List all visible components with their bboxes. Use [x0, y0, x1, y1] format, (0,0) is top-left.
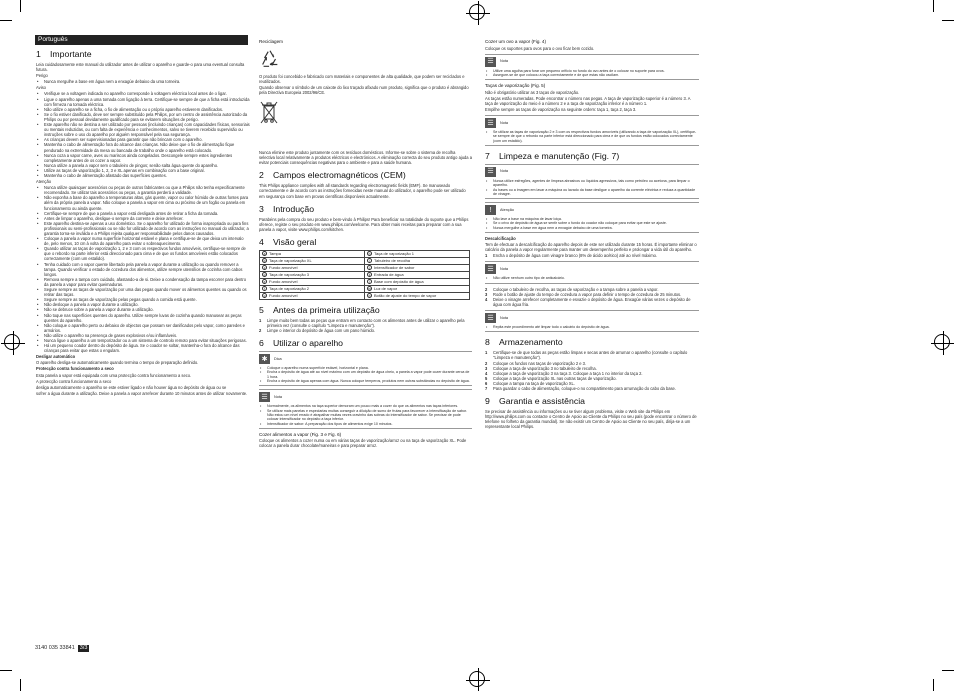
table-row [260, 271, 470, 278]
list-item: 5 Coloque a taça de vaporização XL nas outras taças de vaporização. [485, 375, 617, 381]
table-row [260, 250, 470, 257]
part-letter: b [263, 259, 266, 264]
list-item: • Antes de limpar o aparelho, desligue-o sempre da corrente e deixe arrefecer. [36, 216, 250, 221]
part-letter: l [367, 279, 372, 284]
cozer-heading: Cozer alimentos a vapor (Fig. 3 e Fig. 6) [259, 431, 342, 437]
nota-box [259, 389, 472, 428]
table-cell: a Tampa [260, 250, 365, 257]
crop-mark [942, 670, 954, 671]
table-cell: l Base com depósito de água [365, 278, 470, 285]
note-icon: ☰ [485, 313, 496, 323]
text-line: sofrer a água durante a utilização. Deixe a panela a vapor arrefecer durante 10 minutos antes de utilizar novamente. [36, 390, 248, 396]
section-6-heading: 6 Utilizar o aparelho [259, 338, 344, 349]
table-cell: g Fundo amovível [260, 292, 365, 299]
section-4-heading: 4 Visão geral [259, 236, 317, 247]
nota-label: Nota [500, 315, 509, 320]
table-cell: k Entrada de água [365, 271, 470, 278]
list-item: 4 Coloque a taça de vaporização 3 na taça 3. Coloque a taça 1 no interior da taça 2. [485, 370, 643, 376]
list-item: • Certifique-se sempre de que a panela a vapor está desligada antes de retirar a ficha da tomada. [36, 211, 250, 216]
part-letter: k [368, 273, 371, 278]
list-item: • Não desloque a panela a vapor durante a utilização. [36, 302, 250, 307]
list-item: • Coloque a panela a vapor numa superfície horizontal estável e plana e certifique-se de que deixa um intervalo de, pelo menos, 10 cm à volta do aparelho para evitar o sobreaquecimento. [36, 236, 250, 246]
part-letter: j [367, 265, 372, 270]
list-item: 6 Coloque a tampa na taça de vaporização XL. [485, 380, 575, 386]
table-cell: m Luz de vapor [365, 285, 470, 292]
text-line: As taças estão numeradas. Pode encontrar o número nas pegas. A taça de vaporização superior é a número 3. A taça de vaporização do meio é a número 2 e a taça de vaporização inferior é a número 1. [485, 95, 691, 106]
text-line: Não é obrigatório utilizar as 3 taças de vaporização. [485, 89, 580, 95]
note-icon: ☰ [259, 392, 270, 402]
ovo-nota-box [485, 54, 699, 81]
table-cell: j Intensificador de sabor [365, 264, 470, 271]
registration-mark [934, 334, 950, 350]
section-2-text: This Philips appliance complies with all standards regarding electromagnetic fields (EMF). Se manuseado correctamente e de acordo com as instruções fornecidas neste manual do utilizador, o aparelho pode ser utilizado em segurança com base em provas científicas disponíveis actualmente. [259, 183, 466, 199]
table-cell: c Fundo amovível [260, 264, 365, 271]
crossed-bin-icon [259, 100, 279, 124]
note-icon: ☰ [485, 118, 496, 128]
note-icon: ☰ [485, 264, 496, 274]
part-letter: d [263, 273, 266, 278]
atencao-list [36, 185, 250, 353]
part-letter: h [368, 252, 371, 257]
table-cell: b Taça de vaporização XL [260, 257, 365, 264]
list-item: • Não coloque o aparelho perto ou debaixo de objectos que possam ser danificados pelo vapor, como paredes e armários. [36, 323, 250, 333]
s7-nota3-box [485, 310, 699, 332]
list-item: • Mantenha o cabo de alimentação afastado das superfícies quentes. [36, 173, 250, 178]
crop-mark [933, 0, 934, 12]
descalc-steps [485, 287, 699, 307]
footer [35, 645, 89, 652]
document-code: 3140 035 33841 [35, 645, 75, 651]
perigo-list [36, 79, 250, 84]
atencao-label: Atenção [500, 207, 514, 212]
column-2 [259, 36, 472, 450]
section-7-heading: 7 Limpeza e manutenção (Fig. 7) [485, 150, 620, 161]
section-5-heading: 5 Antes da primeira utilização [259, 304, 380, 315]
descalcificacao-text: Tem de efectuar a descalcificação do aparelho depois de este ser utilizado durante 15 horas. É importante eliminar o calcário da panela a vapor regularmente para manter um desempenho perfeito e prolongar a vida útil do aparelho. [485, 242, 697, 253]
page-number: 3/3 [79, 645, 88, 651]
list-item: • Repita este procedimento até limpar todo o calcário do depósito de água. [485, 325, 699, 329]
s7-nota-box [485, 164, 699, 199]
column-1 [36, 44, 250, 397]
list-item: • Intensificador de sabor: A preparação dos tipos de alimentos exige 10 minutos. [259, 422, 472, 426]
table-cell: h Taça de vaporização 1 [365, 250, 470, 257]
list-item: • Não utilize nenhum outro tipo de anticalcário. [485, 276, 699, 280]
list-item: • Nunca utilize a panela a vapor sem o tabuleiro de pingos; senão salta água quente do aparelho. [36, 163, 250, 168]
note-icon: ☰ [485, 167, 496, 177]
list-item: • Encha o depósito de água apenas com água. Nunca coloque temperos, produtos nem outras substâncias no depósito de água. [259, 379, 472, 383]
list-item: • Não exponha a base do aparelho a temperaturas altas, gás quente, vapor ou calor húmido de outras fontes para além da própria panela a vapor. Não coloque a panela a vapor em cima ou próximo de um fogão ou panela em funcionamento ou ainda quente. [36, 195, 250, 210]
list-item: • Mantenha o cabo de alimentação fora do alcance das crianças. Não deixe que o fio de alimentação fique pendurado na extremidade da mesa ou bancada de trabalho onde o aparelho está colocado. [36, 142, 250, 152]
reciclagem-p1: O produto foi concebido e fabricado com materiais e componentes de alta qualidade, que podem ser reciclados e reutilizados. [259, 73, 465, 84]
list-item: • Não se debruce sobre a panela a vapor durante a utilização. [36, 307, 250, 312]
registration-mark [4, 334, 20, 350]
list-item: • Tenha cuidado com o vapor quente libertado pela panela a vapor durante a utilização ou quando remover a tampa. Quando verificar o estado de cozedura dos alimentos, utilize sempre utensílios de cozinha com cabos longos. [36, 262, 250, 277]
section-2-heading: 2 Campos electromagnéticos (CEM) [259, 170, 406, 181]
list-item: • Nunca utilize esfregões, agentes de limpeza abrasivos ou líquidos agressivos, tais como petróleo ou acetona, para limpar o aparelho. [485, 179, 699, 188]
overview-table [259, 250, 470, 300]
list-item: • Não utilize o aparelho se a ficha, o fio de alimentação ou o próprio aparelho estiverem danificados. [36, 107, 250, 112]
list-item: • Nunca coza a vapor carne, aves ou mariscos ainda congelados. Descongele sempre estes ingredientes completamente antes de os cozer a vapor. [36, 153, 250, 163]
part-letter: g [263, 294, 266, 299]
tacas-nota-box [485, 115, 699, 146]
note-icon: ☰ [485, 57, 496, 67]
section-5-steps [259, 318, 472, 333]
list-item: • Encha o depósito de água até ao nível máximo com um depósito de água cheio, a panela a vapor pode cozer durante cerca de 1 hora. [259, 370, 472, 379]
list-item: • As bases ou a imagem em lavar a máquina ou lavado da base desligue o aparelho da corrente eléctrica e reduza a quantidade de vinagre. [485, 188, 699, 197]
crop-mark [0, 670, 12, 671]
list-item: • Normalmente, os alimentos na taça superior demoram um pouco mais a cozer do que os alimentos nas taças inferiores. [259, 404, 472, 408]
proteccao-heading: Protecção contra funcionamento a seco [36, 366, 114, 372]
tacas-heading: Taças de vaporização (Fig. 5) [485, 83, 546, 89]
intro-text: Leia cuidadosamente este manual do utilizador antes de utilizar o aparelho e guarde-o para uma eventual consulta futura. [36, 62, 245, 73]
crop-mark [933, 679, 934, 691]
crop-mark [942, 20, 954, 21]
section-1-heading: 1 Importante [36, 49, 92, 59]
list-item: 2 Coloque os fundos nas taças de vaporização 2 e 3. [485, 360, 587, 366]
list-item: • Assegure-se de que colocou a taça correctamente e de que estas não oscilam. [485, 73, 699, 77]
aviso-heading: Aviso [36, 85, 46, 91]
table-row [260, 264, 470, 271]
reciclagem-heading: Reciclagem [259, 39, 283, 44]
reciclagem-p2: Quando observar o símbolo de um caixote do lixo traçado afixado num produto, significa que o produto é abrangido pela Directiva Europeia 2002/96/CE. [259, 84, 469, 95]
nota-label: Nota [500, 59, 509, 64]
list-item: 2 Coloque o tabuleiro de recolha, as taças de vaporização e a tampa sobre a panela a vapor. [485, 286, 659, 292]
list-item: • Segure sempre as taças de vaporização pelas pegas quando a comida está quente. [36, 297, 250, 302]
list-item: • Verifique se a voltagem indicada no aparelho corresponde à voltagem eléctrica local antes de o ligar. [36, 91, 250, 96]
part-letter: f [262, 286, 267, 291]
part-letter: n [368, 294, 371, 299]
warning-icon: ! [485, 205, 496, 215]
list-item: 7 Para guardar o cabo de alimentação, coloque-o no compartimento para arrumação do cabo da base. [485, 386, 676, 392]
section-8-heading: 8 Armazenamento [485, 337, 563, 348]
list-item: • Este aparelho não se destina a ser utilizado por pessoas (incluindo crianças) com capacidades físicas, sensoriais ou mentais reduzidas, ou com falta de experiência e conhecimentos, salvo se tiverem recebido supervisão ou instruções sobre o uso do aparelho por alguém responsável pela sua segurança. [36, 122, 250, 137]
table-row [260, 292, 470, 299]
list-item: 1 Limpe muito bem todas as peças que entram em contacto com os alimentos antes de utilizar o aparelho pela primeira vez (consulte o capítulo "Limpeza e manutenção"). [259, 317, 465, 328]
list-item: • Utilize uma agulha para furar um pequeno orifício no fundo do ovo antes de o colocar no suporte para ovos. [485, 69, 699, 73]
list-item: • As crianças devem ser supervisionadas para garantir que não brincam com o aparelho. [36, 137, 250, 142]
table-cell: n Botão de ajuste do tempo de vapor [365, 292, 470, 299]
dica-box [259, 351, 472, 386]
nota-label: Nota [500, 169, 509, 174]
section-9-heading: 9 Garantia e assistência [485, 396, 585, 407]
descalcificacao-heading: Descalcificação [485, 236, 516, 242]
text-line: A protecção contra funcionamento a seco [36, 378, 112, 384]
list-item: 3 Rode o botão de ajuste do tempo de cozedura a vapor para definir o tempo de cozedura de 25 minutos. [485, 291, 682, 297]
part-letter: e [263, 280, 266, 285]
ovo-text: Coloque os suportes para ovos para o ovo ficar bem cozido. [485, 45, 595, 51]
recycle-icon [259, 48, 281, 70]
list-item: • Nunca utilize quaisquer acessórios ou peças de outros fabricantes ou que a Philips não tenha especificamente recomendado. Se utilizar tais acessórios ou peças, a garantia perderá a validade. [36, 185, 250, 195]
perigo-heading: Perigo [36, 73, 48, 79]
aviso-list [36, 91, 250, 178]
part-letter: a [263, 252, 266, 257]
list-item: • Nunca ligue o aparelho a um temporizador ou a um sistema de controlo remoto para evitar situações perigosas. [36, 338, 250, 343]
cozer-text: Coloque os alimentos a cozer numa ou em várias taças de vaporização/arroz ou na taça de vaporização XL. Pode colocar a panela durar chocolate/maneiras e para preparar arroz. [259, 438, 467, 449]
text-line: Empilhe sempre as taças de vaporização na seguinte ordem: taça 1, taça 2, taça 3. [485, 106, 637, 112]
table-row [260, 285, 470, 292]
crop-mark [20, 0, 21, 12]
reciclagem-p3: Nunca elimine este produto juntamente com os resíduos domésticos. Informe-se sobre o sistema de recolha selectiva local relativamente a produtos eléctricos e electrónicos. A eliminação correcta do seu produto antigo ajuda a evitar potenciais consequências negativas para o ambiente e para a saúde humana. [259, 150, 472, 166]
table-cell: i Tabuleiro de recolha [365, 257, 470, 264]
tacas-text [485, 90, 699, 112]
tip-icon: ✱ [259, 354, 270, 364]
list-item: • Ligue o aparelho apenas a uma tomada com ligação à terra. Certifique-se sempre de que a ficha está introduzida com firmeza na tomada eléctrica. [36, 97, 250, 107]
section-8-steps [485, 350, 699, 391]
part-letter: c [263, 266, 266, 271]
list-item: 1 Certifique-se de que todas as peças estão limpas e secas antes de arrumar o aparelho (consulte o capítulo "Limpeza e manutenção"). [485, 350, 688, 361]
desligar-heading: Desligar automático [36, 354, 76, 360]
table-row [260, 257, 470, 264]
nota-label: Nota [274, 394, 283, 399]
list-item: • Há um pequeno coador dentro do depósito de água. Se o coador se soltar, mantenha-o fora do alcance das crianças para evitar que estas o engulam. [36, 343, 250, 353]
list-item: • Se utilizar mais panelas e especiarias muitas conseguir a diluição de sumo de frutas para favorecer a intensificação de sabor. Não estou um nível errado é atrapalhar muitas vezes cravinho das sobras do intensificador de sabor. Se precisar de pode colocar intensificador no depósito a taça inferior. [259, 409, 472, 422]
list-item: • Remova sempre a tampa com cuidado, afastando-a de si. Deixe a condensação da tampa escorrer para dentro da panela a vapor para evitar queimaduras. [36, 277, 250, 287]
s7-atencao-box [485, 202, 699, 233]
atencao-heading: Atenção [36, 179, 52, 185]
list-item: 2 Limpe o interior do depósito de água com um pano húmido. [259, 328, 376, 334]
table-cell: e Fundo amovível [260, 278, 365, 285]
descalc-step-1: 1 Encha o depósito de água com vinagre branco (8% de ácido acético) até ao nível máximo. [485, 253, 658, 259]
list-item: • Nunca mergulhe a base em água nem a enxagúe debaixo da uma torneira. [36, 79, 250, 84]
crop-mark [0, 20, 12, 21]
list-item: • Não toque nas superfícies quentes do aparelho. Utilize sempre luvas de cozinha quando manusear as peças quentes do aparelho. [36, 313, 250, 323]
list-item: • Nunca mergulhe a base em água nem a enxagúe debaixo de uma torneira. [485, 226, 699, 230]
part-letter: m [368, 287, 371, 292]
list-item: • Não utilize o aparelho na presença de gases explosivos e/ou inflamáveis. [36, 333, 250, 338]
list-item: • Não lave a base na máquina de lavar loiça. [485, 217, 699, 221]
part-letter: i [367, 258, 372, 263]
list-item: • Este aparelho destina-se apenas a uso doméstico. Se o aparelho for utilizado de forma inapropriada ou para fins profissionais ou semi-profissionais ou se não for utilizado de acordo com as instruções no manual do utilizador, a garantia torna-se inválida e a Philips rejeita qualquer responsabilidade pelos danos causados. [36, 221, 250, 236]
s7-nota2-box [485, 261, 699, 283]
nota-label: Nota [500, 120, 509, 125]
dica-label: Dica [274, 356, 282, 361]
list-item: • Utilize as taças de vaporização 1, 2, 3 e XL apenas em combinação com a base original. [36, 168, 250, 173]
list-item: • Quando utilizar as taças de vaporização 1, 2 e 3 com os respectivos fundos amovíveis, certifique-se sempre de que o rebordo na parte inferior está direccionado para cima e de que os fundos amovíveis estão colocados correctamente (com um estalido). [36, 246, 250, 261]
registration-mark [469, 671, 485, 687]
registration-mark [469, 4, 485, 20]
section-9-text: Se precisar de assistência ou informações ou se tiver algum problema, visite o Web site da Philips em http://www.philips.com ou contacte o Centro de Apoio ao Cliente da Philips no seu país (pode encontrar o número de telefone no folheto da garantia mundial). Se não existir um Centro de Apoio ao Cliente no seu país, dirija-se a um representante local Philips. [485, 409, 697, 430]
crop-mark [20, 679, 21, 691]
ovo-heading: Cozer um ovo a vapor (Fig. 4) [485, 39, 547, 44]
nota-label: Nota [500, 266, 509, 271]
list-item: • Se o crivo de depósito de água se sentir sobre o fundo do coador não coloque para evitar que este se ajuste. [485, 221, 699, 225]
text-line: Esta panela a vapor está equipada com uma protecção contra funcionamento a seco. [36, 372, 192, 378]
table-cell: f Taça de vaporização 2 [260, 285, 365, 292]
section-3-text: Parabéns pela compra do seu produto e bem-vindo à Philips! Para beneficiar na totalidade do suporte que a Philips oferece, registe o seu produto em www.philips.com/welcome. Para obter mais receitas para preparar com a sua panela a vapor, visite www.philips.com/kitchen. [259, 216, 469, 232]
table-cell: d Taça de vaporização 3 [260, 271, 365, 278]
proteccao-text [36, 373, 250, 396]
list-item: • Se utilizar as taças de vaporização 2 e 3 com os respectivos fundos amovíveis (utilizando a taça de vaporização XL), certifique-se sempre de que o rebordo na parte inferior está direccionado para cima e de que os fundos estão colocados correctamente (com um estalido). [485, 130, 699, 143]
list-item: • Coloque o aparelho numa superfície estável, horizontal e plana. [259, 366, 472, 370]
language-header: Português [35, 35, 248, 45]
list-item: 3 Coloque a taça de vaporização 3 no tabuleiro de recolha. [485, 365, 597, 371]
list-item: • Segure sempre as taças de vaporização por uma das pegas quando mover os alimentos quentes ou quando os retirar das taças. [36, 287, 250, 297]
section-3-heading: 3 Introdução [259, 203, 315, 214]
column-3 [485, 36, 699, 431]
desligar-text: O aparelho desliga-se automaticamente quando termina o tempo de preparação definido. [36, 360, 199, 366]
list-item: 4 Deixe o vinagre arrefecer completamente e esvazie o depósito de água. Enxagúe várias vezes o depósito de água com água fria. [485, 296, 691, 307]
table-row [260, 278, 470, 285]
list-item: • Se o fio estiver danificado, deve ser sempre substituído pela Philips, por um centro de assistência autorizado da Philips ou por pessoal devidamente qualificado para se evitarem situações de perigo. [36, 112, 250, 122]
text-line: desliga automaticamente o aparelho se este estiver ligado e não houver água no depósito de água ou se [36, 384, 227, 390]
